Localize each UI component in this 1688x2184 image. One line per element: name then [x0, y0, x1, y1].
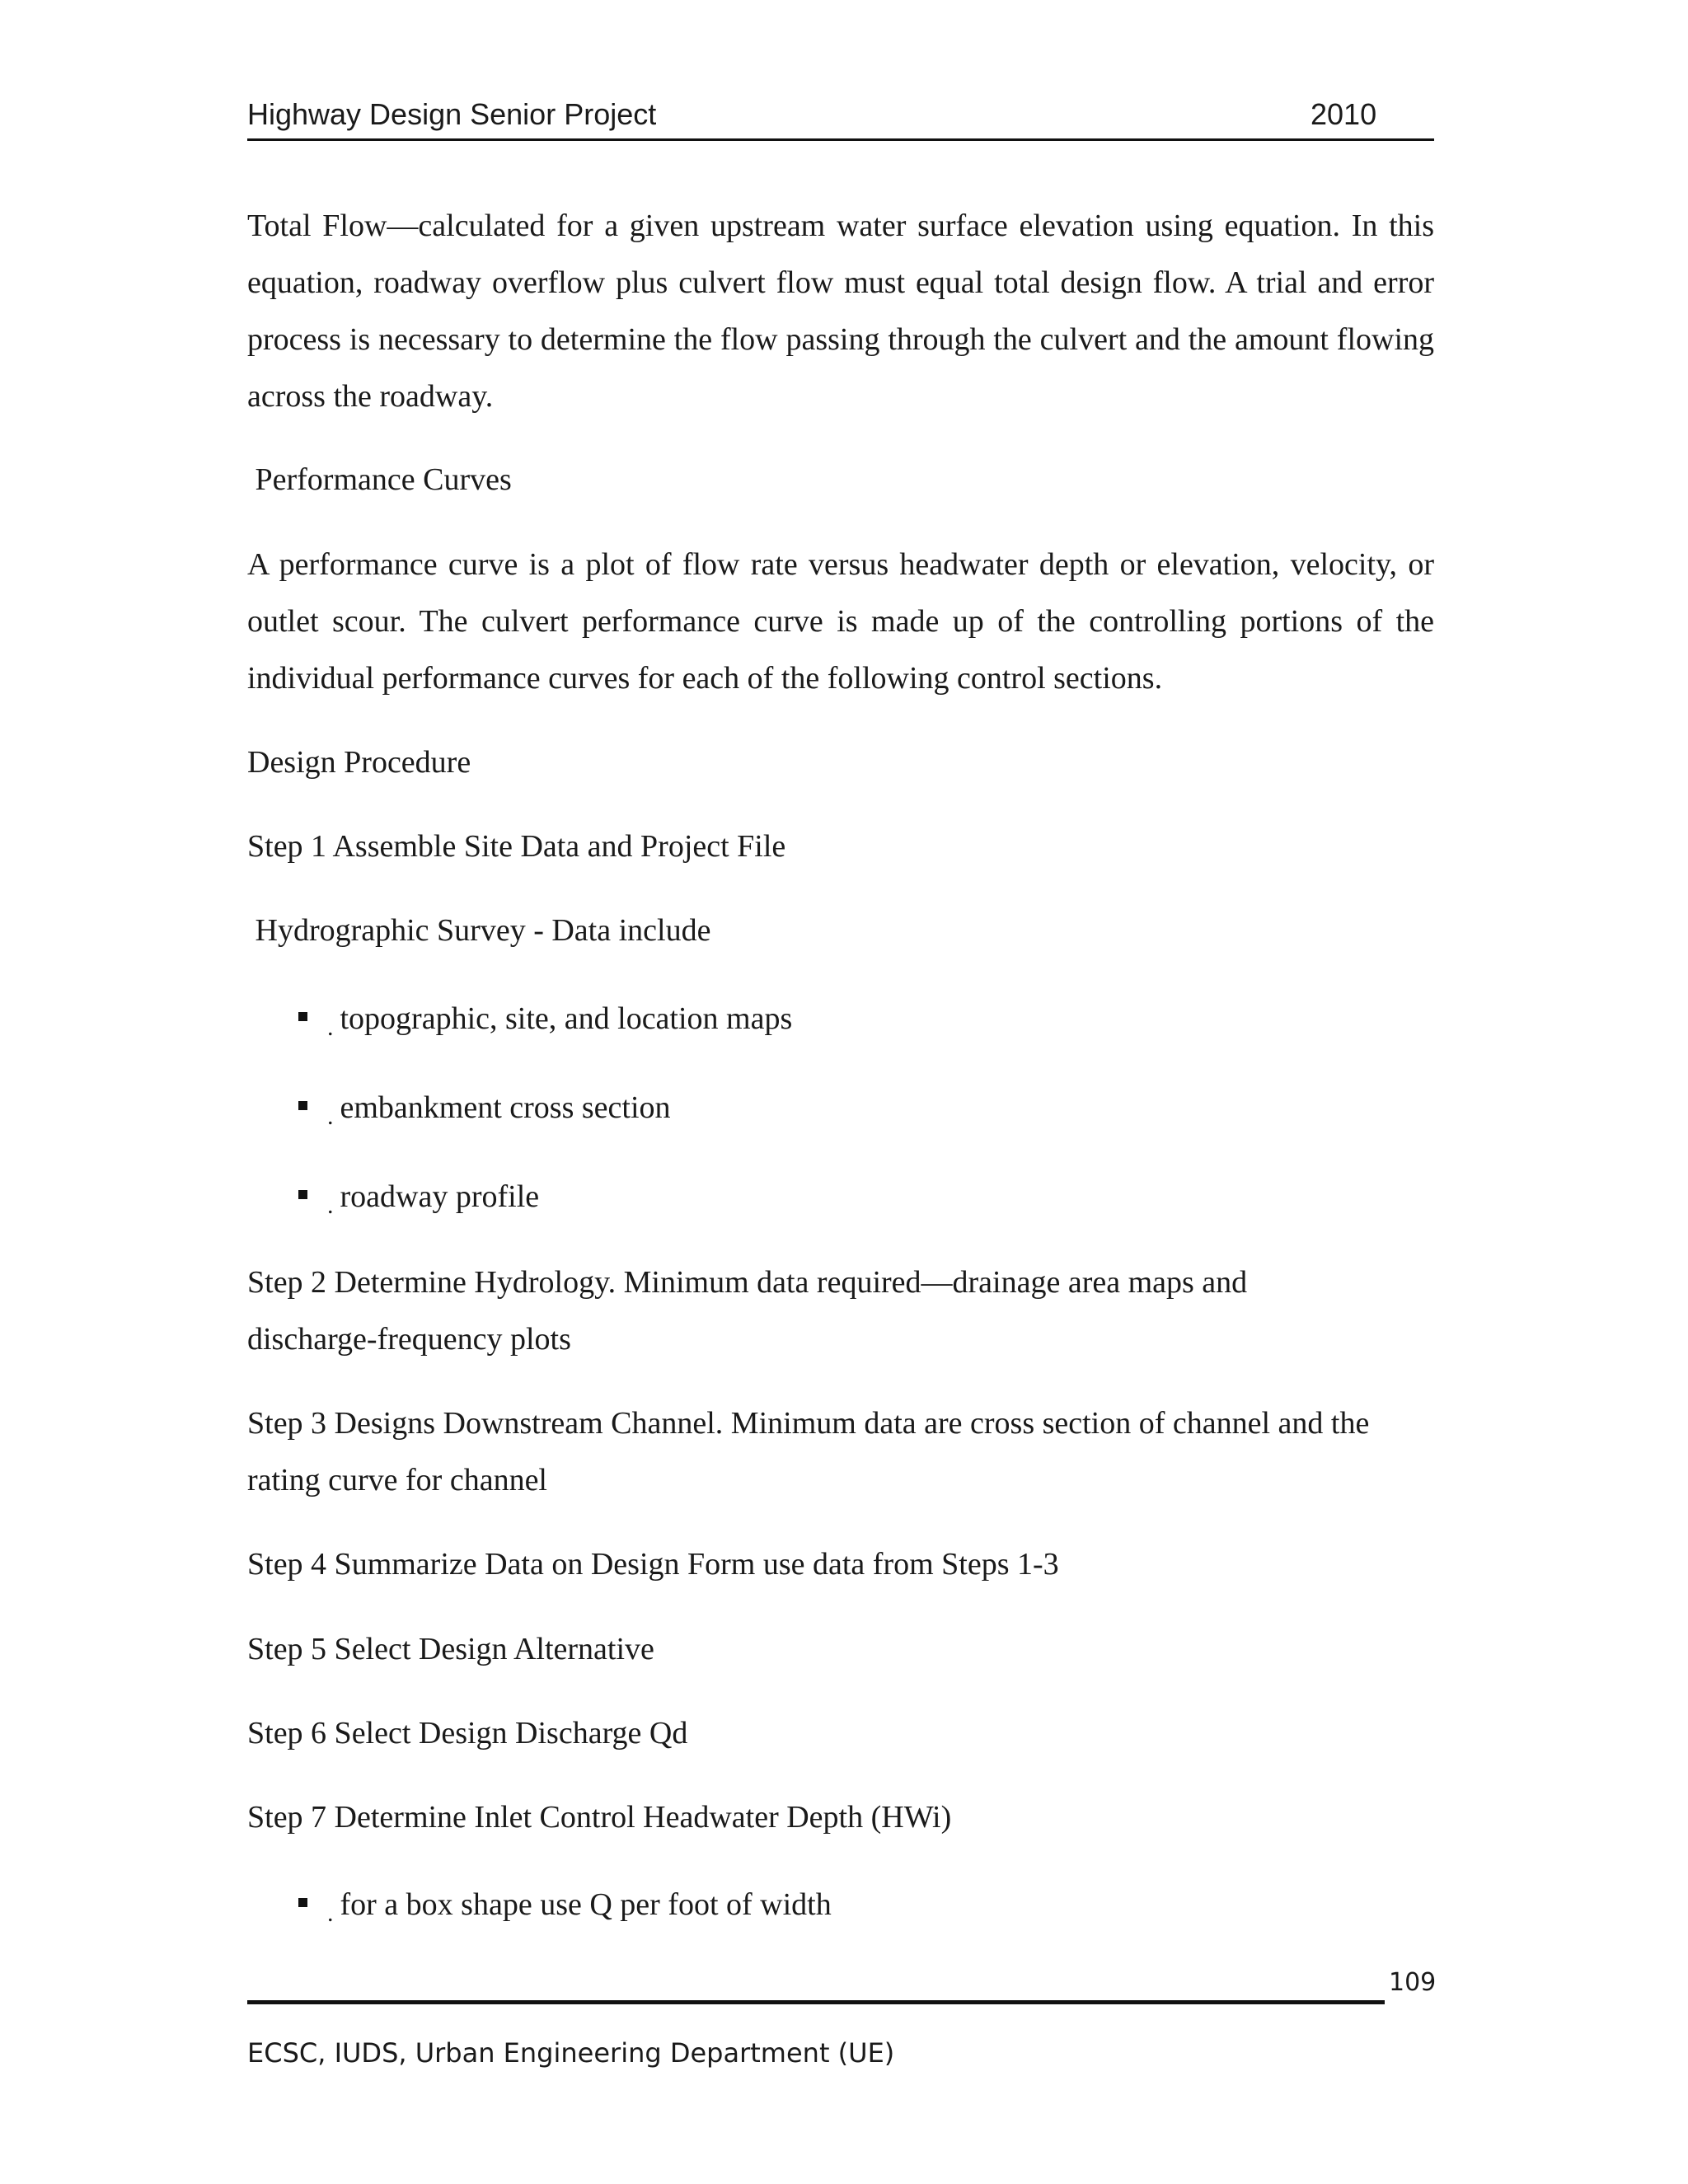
paragraph-total-flow: Total Flow—calculated for a given upstream water surface elevation using equation. In this equation, roadway overflow plus culvert flow must equal total design flow. A trial and error process is necessary to determine the flow passing through the culvert and the amount flowing across the roadway.: [247, 209, 1434, 414]
list-item: . embankment cross section: [298, 1080, 671, 1138]
paragraph-performance-curve: A performance curve is a plot of flow rate versus headwater depth or elevation, velocity, or outlet scour. The culvert performance curve is made up of the controlling portions of the individual performance curves for each of the following control sections.: [247, 547, 1434, 696]
bullet-square-icon: [298, 1101, 307, 1110]
heading-design-procedure: Design Procedure: [247, 745, 471, 780]
step-4: Step 4 Summarize Data on Design Form use data from Steps 1-3: [247, 1547, 1059, 1582]
list-item-text: topographic, site, and location maps: [340, 1001, 793, 1036]
page-number: 109: [1389, 1968, 1437, 1997]
list-item-text: embankment cross section: [340, 1090, 671, 1125]
page-header: [247, 97, 1434, 141]
list-item-text: roadway profile: [340, 1179, 540, 1214]
header-title: Highway Design Senior Project: [247, 97, 657, 131]
step-6: Step 6 Select Design Discharge Qd: [247, 1716, 688, 1750]
step-3: Step 3 Designs Downstream Channel. Minimum data are cross section of channel and the rating curve for channel: [247, 1406, 1370, 1497]
heading-performance-curves: Performance Curves: [247, 462, 512, 497]
step-1: Step 1 Assemble Site Data and Project File: [247, 829, 786, 864]
header-year: 2010: [1311, 97, 1377, 131]
bullet-square-icon: [298, 1012, 307, 1021]
step-7: Step 7 Determine Inlet Control Headwater Depth (HWi): [247, 1800, 952, 1835]
list-item: . topographic, site, and location maps: [298, 991, 792, 1049]
step-5: Step 5 Select Design Alternative: [247, 1632, 654, 1666]
list-item: . for a box shape use Q per foot of width: [298, 1877, 832, 1935]
list-item: . roadway profile: [298, 1169, 539, 1227]
step-2: Step 2 Determine Hydrology. Minimum data required—drainage area maps and discharge-frequency plots: [247, 1265, 1248, 1357]
footer-text: ECSC, IUDS, Urban Engineering Department (UE): [247, 2037, 895, 2069]
footer-divider: [247, 2000, 1385, 2004]
bullet-square-icon: [298, 1898, 307, 1907]
hydrographic-survey: Hydrographic Survey - Data include: [247, 913, 711, 948]
bullet-square-icon: [298, 1190, 307, 1199]
list-item-text: for a box shape use Q per foot of width: [340, 1887, 832, 1922]
